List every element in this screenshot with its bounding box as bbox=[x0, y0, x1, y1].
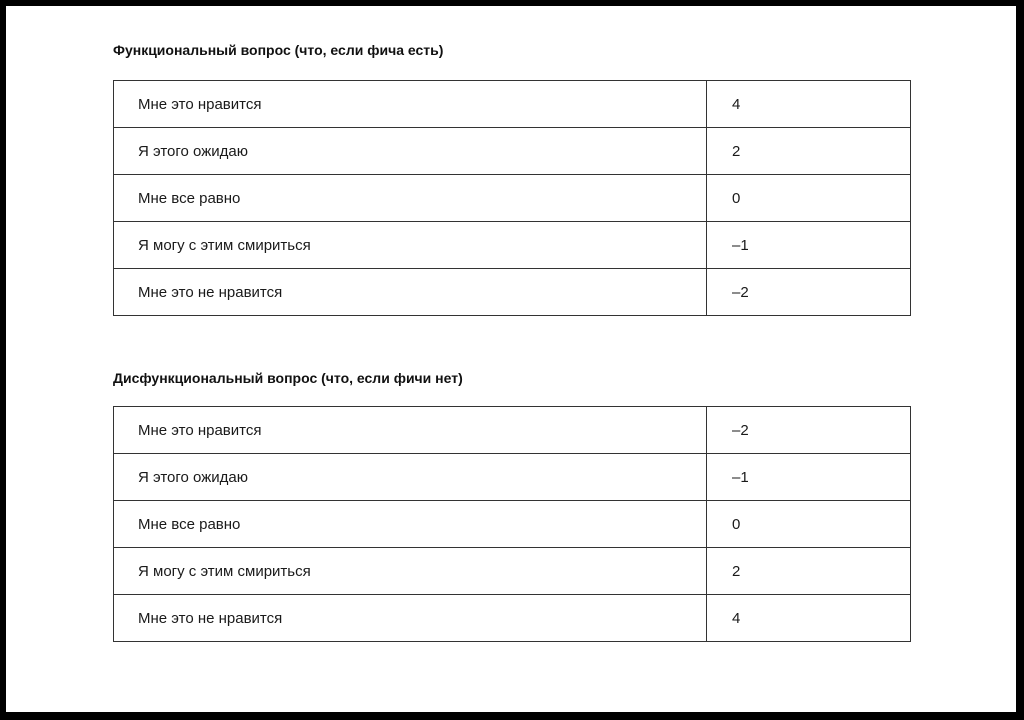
table-row bbox=[114, 595, 911, 642]
table-row bbox=[114, 548, 911, 595]
table-row bbox=[114, 454, 911, 501]
answer-cell: Я этого ожидаю bbox=[114, 454, 707, 501]
answer-cell: Мне это нравится bbox=[114, 407, 707, 454]
table-row bbox=[114, 501, 911, 548]
answer-cell: Мне все равно bbox=[114, 501, 707, 548]
score-cell: 4 bbox=[707, 595, 911, 642]
functional-answers-table bbox=[113, 80, 911, 316]
table-row bbox=[114, 128, 911, 175]
functional-question-title: Функциональный вопрос (что, если фича есть) bbox=[113, 42, 444, 58]
table-row bbox=[114, 175, 911, 222]
score-cell: 4 bbox=[707, 81, 911, 128]
score-cell: 2 bbox=[707, 548, 911, 595]
answer-cell: Я могу с этим смириться bbox=[114, 548, 707, 595]
table-row bbox=[114, 407, 911, 454]
dysfunctional-question-title: Дисфункциональный вопрос (что, если фичи нет) bbox=[113, 370, 463, 386]
document-page bbox=[6, 6, 1016, 712]
score-cell: –2 bbox=[707, 269, 911, 316]
table-row bbox=[114, 269, 911, 316]
score-cell: –1 bbox=[707, 222, 911, 269]
table-row bbox=[114, 222, 911, 269]
answer-cell: Мне это не нравится bbox=[114, 595, 707, 642]
score-cell: 0 bbox=[707, 175, 911, 222]
score-cell: 0 bbox=[707, 501, 911, 548]
dysfunctional-answers-table bbox=[113, 406, 911, 642]
answer-cell: Мне это не нравится bbox=[114, 269, 707, 316]
answer-cell: Мне все равно bbox=[114, 175, 707, 222]
answer-cell: Я этого ожидаю bbox=[114, 128, 707, 175]
score-cell: –1 bbox=[707, 454, 911, 501]
table-row bbox=[114, 81, 911, 128]
score-cell: 2 bbox=[707, 128, 911, 175]
answer-cell: Мне это нравится bbox=[114, 81, 707, 128]
score-cell: –2 bbox=[707, 407, 911, 454]
answer-cell: Я могу с этим смириться bbox=[114, 222, 707, 269]
